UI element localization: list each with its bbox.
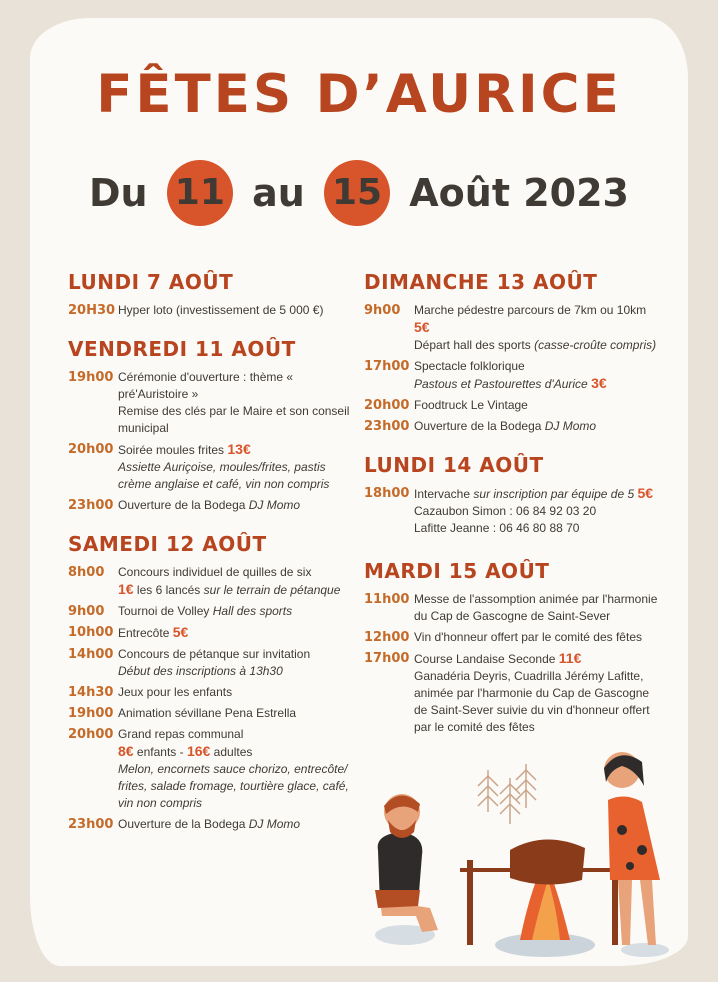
event-text: Ouverture de la Bodega <box>118 817 246 831</box>
event-desc <box>118 497 358 514</box>
event-desc <box>118 603 358 620</box>
contact-line: Cazaubon Simon : 06 84 92 03 20 <box>414 504 597 518</box>
event-text: Concours individuel de quilles de six <box>118 565 312 579</box>
event-desc <box>118 441 358 493</box>
contact-line: Lafitte Jeanne : 06 46 80 88 70 <box>414 521 580 535</box>
event-time: 23h00 <box>364 419 410 434</box>
event-desc <box>414 418 660 435</box>
campfire <box>460 839 630 957</box>
event-line <box>414 650 660 668</box>
poster-title: FÊTES D’AURICE <box>96 64 622 125</box>
event-time: 12h00 <box>364 630 410 645</box>
event-price: 3€ <box>591 375 607 391</box>
event-text: Ganadéria Deyris, Cuadrilla Jérémy Lafitte, animée par l'harmonie du Cap de Gascogne de Saint-Sever suivie du vin d'honneur offert par le comité des fêtes <box>414 669 650 734</box>
event-price: 13€ <box>227 441 251 457</box>
event-desc <box>118 726 358 812</box>
event-note: Pastous et Pastourettes d'Aurice <box>414 377 588 391</box>
event-time: 11h00 <box>364 592 410 607</box>
event-desc <box>414 650 660 736</box>
event-line <box>414 485 660 503</box>
month-year: Août 2023 <box>409 171 629 215</box>
event-desc: Jeux pour les enfants <box>118 685 233 699</box>
event <box>364 650 660 736</box>
event-line <box>414 375 660 393</box>
event-note: Melon, encornets sauce chorizo, entrecôte/ frites, salade fromage, tourtière glace, café, vin non compris <box>118 762 349 810</box>
event-time: 17h00 <box>364 651 410 666</box>
event-time: 20h00 <box>68 727 114 742</box>
event <box>68 726 358 812</box>
event-text: Spectacle folklorique <box>414 359 525 373</box>
day-heading: VENDREDI 11 AOÛT <box>68 337 296 361</box>
event <box>364 302 660 354</box>
event-price: 5€ <box>414 319 430 335</box>
event-text: Marche pédestre parcours de 7km ou 10km <box>414 303 647 317</box>
event-text: Concours de pétanque sur invitation <box>118 647 311 661</box>
event-price: 8€ <box>118 743 134 759</box>
event <box>68 705 358 722</box>
day-heading: DIMANCHE 13 AOÛT <box>364 270 598 294</box>
event-note: Assiette Auriçoise, moules/frites, pastis crème anglaise et café, vin non compris <box>118 460 330 491</box>
event-time: 10h00 <box>68 625 114 640</box>
event-text: adultes <box>213 745 253 759</box>
event <box>68 564 358 599</box>
event <box>68 441 358 493</box>
cavemen-roasting-fire-illustration <box>360 740 690 965</box>
event-price: 11€ <box>558 650 582 666</box>
event <box>68 624 358 642</box>
event-note: DJ Momo <box>248 498 301 512</box>
date-range <box>0 160 718 226</box>
au-label: au <box>252 171 305 215</box>
caveman-left <box>375 794 438 945</box>
event-text: Ouverture de la Bodega <box>118 498 246 512</box>
du-label: Du <box>89 171 148 215</box>
event-note: Début des inscriptions à 13h30 <box>118 664 283 678</box>
event <box>364 397 660 414</box>
event-line <box>118 743 358 761</box>
event-time: 9h00 <box>68 604 105 619</box>
event-desc: Vin d'honneur offert par le comité des fêtes <box>414 630 642 644</box>
event-time: 20h00 <box>68 442 114 457</box>
event <box>364 591 660 625</box>
event-time: 23h00 <box>68 498 114 513</box>
day-heading: LUNDI 14 AOÛT <box>364 453 544 477</box>
event-time: 14h00 <box>68 647 114 662</box>
event-desc <box>414 358 660 393</box>
event-desc <box>118 564 358 599</box>
event-time: 23h00 <box>68 817 114 832</box>
event-desc <box>118 816 358 833</box>
event-desc: Messe de l'assomption animée par l'harmonie du Cap de Gascogne de Saint-Sever <box>414 592 658 623</box>
event-desc: Hyper loto (investissement de 5 000 €) <box>118 303 324 317</box>
event-time: 20h00 <box>364 398 410 413</box>
event-time: 19h00 <box>68 370 114 385</box>
event <box>364 629 660 646</box>
event-note: DJ Momo <box>248 817 301 831</box>
day-heading: SAMEDI 12 AOÛT <box>68 532 267 556</box>
event-desc: Animation sévillane Pena Estrella <box>118 706 297 720</box>
event-time: 20H30 <box>68 303 116 318</box>
event-desc <box>118 646 358 680</box>
event <box>68 684 358 701</box>
event-note: (casse-croûte compris) <box>534 338 657 352</box>
event-text: Entrecôte <box>118 626 170 640</box>
event-line <box>414 302 660 337</box>
event-desc: Foodtruck Le Vintage <box>414 398 528 412</box>
event-time: 19h00 <box>68 706 114 721</box>
event <box>68 497 358 514</box>
event-text: Cérémonie d'ouverture : thème « pré'Auristoire » <box>118 370 294 401</box>
program-left-column <box>68 270 358 837</box>
event-time: 9h00 <box>364 303 401 318</box>
event-line <box>414 337 660 354</box>
event-price: 5€ <box>637 485 654 501</box>
event-desc <box>118 624 358 642</box>
event-text: Course Landaise Seconde <box>414 652 556 666</box>
event-desc <box>414 302 660 354</box>
event <box>364 358 660 393</box>
event <box>364 418 660 435</box>
event <box>68 816 358 833</box>
day-heading: LUNDI 7 AOÛT <box>68 270 234 294</box>
event-time: 14h30 <box>68 685 114 700</box>
event <box>68 302 358 319</box>
start-day-badge: 11 <box>167 160 233 226</box>
event-text: Tournoi de Volley <box>118 604 210 618</box>
event <box>68 646 358 680</box>
event-time: 17h00 <box>364 359 410 374</box>
end-day-badge: 15 <box>324 160 390 226</box>
event-text: Départ hall des sports <box>414 338 531 352</box>
event-desc <box>118 369 358 437</box>
day-heading: MARDI 15 AOÛT <box>364 559 550 583</box>
event-line <box>118 581 358 599</box>
event-note: sur le terrain de pétanque <box>203 583 341 597</box>
event-desc <box>414 485 660 537</box>
event-text: Soirée moules frites <box>118 443 225 457</box>
event-time: 18h00 <box>364 486 410 501</box>
event-note: DJ Momo <box>544 419 597 433</box>
event-text: Remise des clés par le Maire et son conseil municipal <box>118 404 350 435</box>
program-right-column <box>364 270 660 740</box>
event-text: enfants - <box>136 745 184 759</box>
event-text: les 6 lancés <box>136 583 201 597</box>
event-text: Grand repas communal <box>118 727 244 741</box>
event <box>68 369 358 437</box>
event-time: 8h00 <box>68 565 105 580</box>
tree-icon <box>478 764 536 824</box>
event-note: Hall des sports <box>212 604 293 618</box>
event <box>364 485 660 537</box>
event-note: sur inscription par équipe de 5 <box>473 487 635 501</box>
event-text: Intervache <box>414 487 471 501</box>
event-price: 16€ <box>186 743 211 759</box>
event <box>68 603 358 620</box>
event-text: Ouverture de la Bodega <box>414 419 542 433</box>
event-price: 1€ <box>118 581 134 597</box>
event-price: 5€ <box>172 624 189 640</box>
